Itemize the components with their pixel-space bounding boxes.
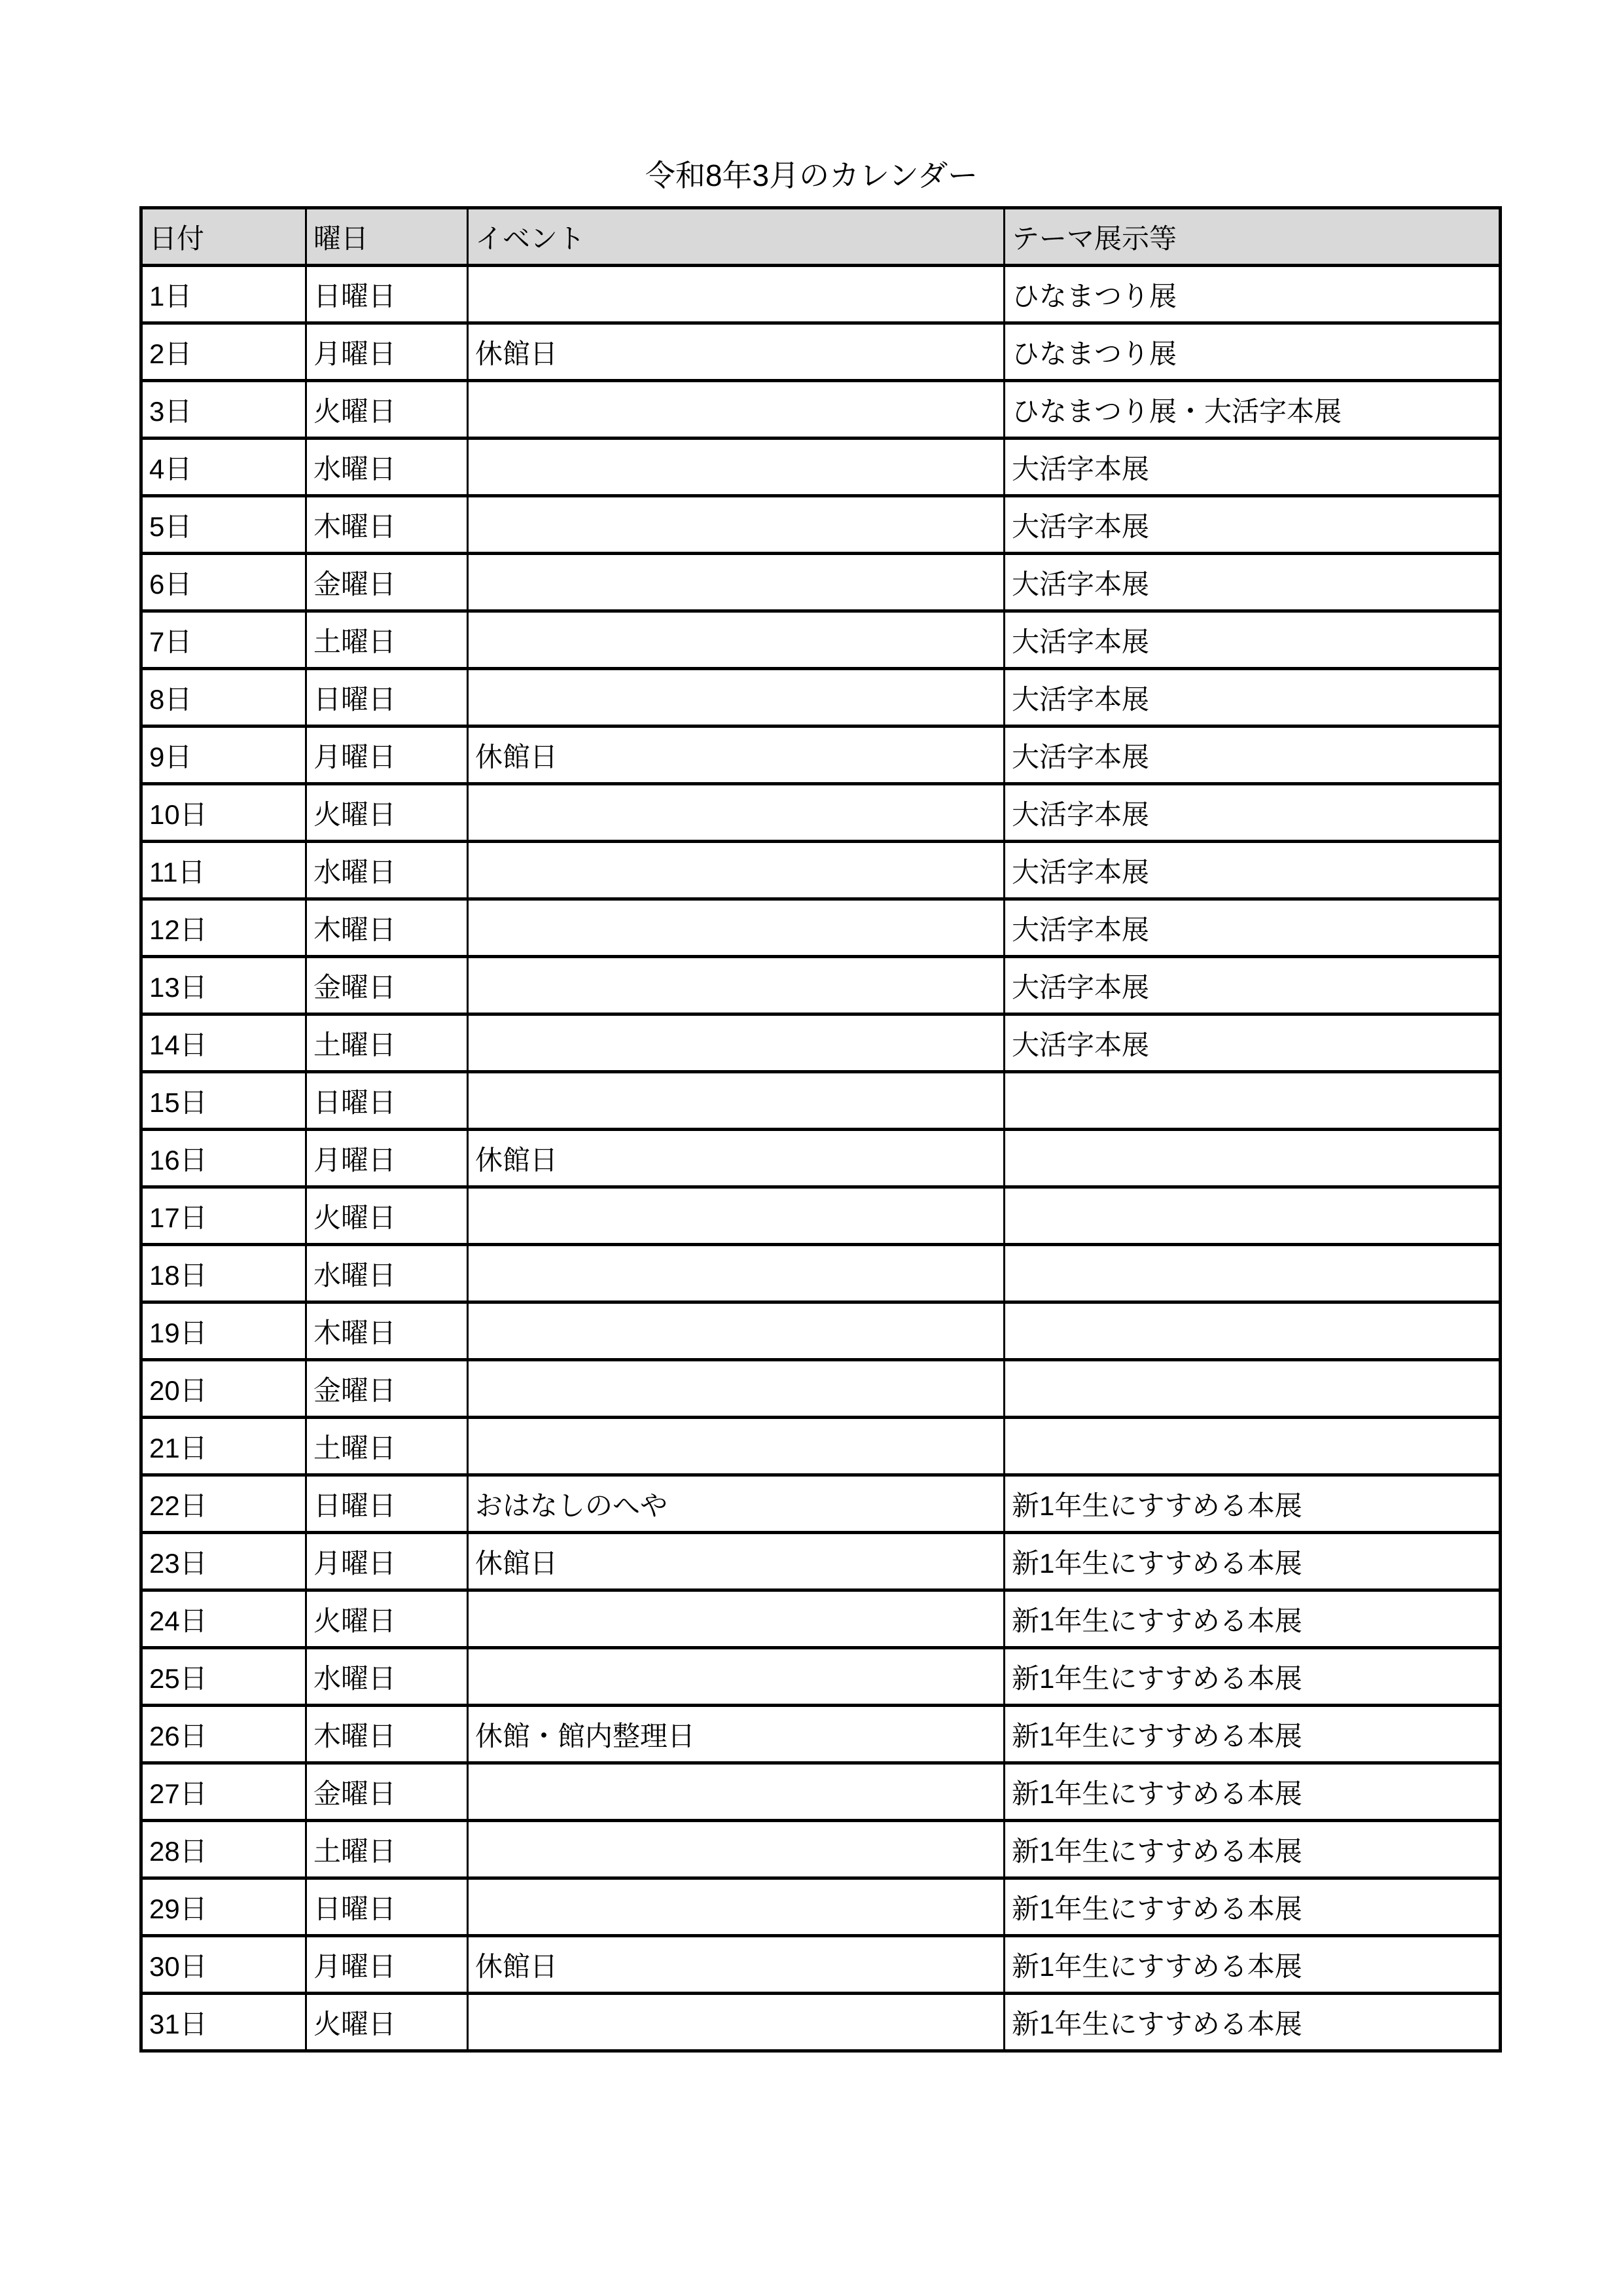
table-row (141, 1763, 1501, 1821)
cell-date: 8日 (141, 669, 306, 726)
cell-event (468, 842, 1005, 899)
cell-date: 29日 (141, 1878, 306, 1936)
table-row (141, 439, 1501, 496)
cell-weekday: 金曜日 (306, 957, 468, 1014)
cell-theme: 新1年生にすすめる本展 (1005, 1994, 1501, 2051)
cell-date: 16日 (141, 1130, 306, 1187)
cell-event (468, 1187, 1005, 1245)
header-row (141, 208, 1501, 266)
cell-date: 18日 (141, 1245, 306, 1302)
table-row (141, 1187, 1501, 1245)
table-row (141, 1418, 1501, 1475)
cell-weekday: 土曜日 (306, 1821, 468, 1878)
cell-weekday: 日曜日 (306, 1475, 468, 1533)
cell-theme: 新1年生にすすめる本展 (1005, 1590, 1501, 1648)
cell-date: 3日 (141, 381, 306, 439)
cell-date: 5日 (141, 496, 306, 554)
cell-theme (1005, 1245, 1501, 1302)
column-header-date: 日付 (141, 208, 306, 266)
cell-event (468, 1994, 1005, 2051)
cell-event (468, 611, 1005, 669)
cell-weekday: 水曜日 (306, 1648, 468, 1706)
cell-date: 14日 (141, 1014, 306, 1072)
table-row (141, 1706, 1501, 1763)
table-row (141, 1245, 1501, 1302)
cell-date: 4日 (141, 439, 306, 496)
cell-weekday: 月曜日 (306, 726, 468, 784)
cell-weekday: 水曜日 (306, 842, 468, 899)
cell-date: 22日 (141, 1475, 306, 1533)
cell-theme: ひなまつり展・大活字本展 (1005, 381, 1501, 439)
table-row (141, 1072, 1501, 1130)
cell-theme (1005, 1072, 1501, 1130)
cell-weekday: 月曜日 (306, 1130, 468, 1187)
cell-date: 10日 (141, 784, 306, 842)
cell-theme (1005, 1418, 1501, 1475)
calendar-table-body (141, 266, 1501, 2051)
table-row (141, 1533, 1501, 1590)
table-row (141, 266, 1501, 323)
cell-date: 1日 (141, 266, 306, 323)
cell-event (468, 1245, 1005, 1302)
cell-event: 休館日 (468, 1130, 1005, 1187)
table-row (141, 554, 1501, 611)
cell-date: 12日 (141, 899, 306, 957)
cell-weekday: 土曜日 (306, 1014, 468, 1072)
cell-weekday: 火曜日 (306, 784, 468, 842)
cell-theme: 新1年生にすすめる本展 (1005, 1936, 1501, 1994)
cell-weekday: 金曜日 (306, 554, 468, 611)
cell-date: 21日 (141, 1418, 306, 1475)
table-row (141, 1014, 1501, 1072)
table-row (141, 784, 1501, 842)
cell-event: おはなしのへや (468, 1475, 1005, 1533)
table-row (141, 381, 1501, 439)
cell-theme (1005, 1360, 1501, 1418)
cell-theme: 大活字本展 (1005, 439, 1501, 496)
cell-theme: 大活字本展 (1005, 611, 1501, 669)
cell-theme: 大活字本展 (1005, 899, 1501, 957)
table-row (141, 1936, 1501, 1994)
cell-theme: 大活字本展 (1005, 726, 1501, 784)
cell-date: 17日 (141, 1187, 306, 1245)
table-row (141, 1475, 1501, 1533)
cell-weekday: 水曜日 (306, 439, 468, 496)
cell-date: 26日 (141, 1706, 306, 1763)
cell-date: 9日 (141, 726, 306, 784)
table-row (141, 611, 1501, 669)
cell-date: 15日 (141, 1072, 306, 1130)
cell-event (468, 1302, 1005, 1360)
cell-weekday: 日曜日 (306, 669, 468, 726)
cell-event (468, 496, 1005, 554)
cell-event (468, 669, 1005, 726)
cell-weekday: 日曜日 (306, 1878, 468, 1936)
cell-event (468, 899, 1005, 957)
cell-theme (1005, 1130, 1501, 1187)
cell-weekday: 土曜日 (306, 1418, 468, 1475)
cell-weekday: 木曜日 (306, 899, 468, 957)
cell-date: 6日 (141, 554, 306, 611)
cell-event (468, 1648, 1005, 1706)
column-header-event: イベント (468, 208, 1005, 266)
table-row (141, 496, 1501, 554)
cell-theme: 新1年生にすすめる本展 (1005, 1878, 1501, 1936)
cell-event (468, 439, 1005, 496)
cell-theme: 大活字本展 (1005, 1014, 1501, 1072)
cell-weekday: 火曜日 (306, 1994, 468, 2051)
cell-event: 休館日 (468, 1533, 1005, 1590)
table-row (141, 1590, 1501, 1648)
cell-date: 2日 (141, 323, 306, 381)
cell-date: 20日 (141, 1360, 306, 1418)
cell-weekday: 月曜日 (306, 1533, 468, 1590)
cell-weekday: 金曜日 (306, 1763, 468, 1821)
cell-weekday: 木曜日 (306, 496, 468, 554)
cell-event (468, 1590, 1005, 1648)
calendar-table (139, 206, 1502, 2053)
cell-event (468, 957, 1005, 1014)
cell-event (468, 554, 1005, 611)
table-row (141, 899, 1501, 957)
cell-weekday: 火曜日 (306, 1590, 468, 1648)
cell-weekday: 月曜日 (306, 323, 468, 381)
cell-weekday: 火曜日 (306, 1187, 468, 1245)
cell-date: 23日 (141, 1533, 306, 1590)
cell-event (468, 1878, 1005, 1936)
cell-weekday: 木曜日 (306, 1302, 468, 1360)
cell-event (468, 1763, 1005, 1821)
cell-theme: ひなまつり展 (1005, 266, 1501, 323)
cell-event (468, 1360, 1005, 1418)
cell-theme: 大活字本展 (1005, 842, 1501, 899)
cell-event: 休館日 (468, 726, 1005, 784)
table-row (141, 1878, 1501, 1936)
cell-event (468, 784, 1005, 842)
cell-date: 27日 (141, 1763, 306, 1821)
cell-date: 7日 (141, 611, 306, 669)
column-header-weekday: 曜日 (306, 208, 468, 266)
cell-theme: 新1年生にすすめる本展 (1005, 1648, 1501, 1706)
cell-date: 11日 (141, 842, 306, 899)
cell-date: 28日 (141, 1821, 306, 1878)
cell-event (468, 1014, 1005, 1072)
table-row (141, 726, 1501, 784)
cell-event (468, 1072, 1005, 1130)
table-row (141, 957, 1501, 1014)
cell-weekday: 土曜日 (306, 611, 468, 669)
column-header-theme: テーマ展示等 (1005, 208, 1501, 266)
table-row (141, 842, 1501, 899)
cell-event (468, 1418, 1005, 1475)
cell-theme: 新1年生にすすめる本展 (1005, 1763, 1501, 1821)
cell-date: 19日 (141, 1302, 306, 1360)
cell-weekday: 日曜日 (306, 1072, 468, 1130)
cell-date: 30日 (141, 1936, 306, 1994)
cell-theme: 新1年生にすすめる本展 (1005, 1533, 1501, 1590)
cell-date: 13日 (141, 957, 306, 1014)
table-row (141, 323, 1501, 381)
table-row (141, 1648, 1501, 1706)
cell-theme: 大活字本展 (1005, 957, 1501, 1014)
cell-event (468, 1821, 1005, 1878)
cell-theme (1005, 1302, 1501, 1360)
cell-theme: 新1年生にすすめる本展 (1005, 1475, 1501, 1533)
cell-event (468, 381, 1005, 439)
cell-theme: 大活字本展 (1005, 669, 1501, 726)
cell-weekday: 金曜日 (306, 1360, 468, 1418)
cell-theme (1005, 1187, 1501, 1245)
cell-weekday: 日曜日 (306, 266, 468, 323)
page-title: 令和8年3月のカレンダー (645, 158, 978, 192)
cell-weekday: 木曜日 (306, 1706, 468, 1763)
cell-theme: 大活字本展 (1005, 554, 1501, 611)
cell-theme: 新1年生にすすめる本展 (1005, 1706, 1501, 1763)
table-row (141, 1360, 1501, 1418)
table-row (141, 1130, 1501, 1187)
table-row (141, 1994, 1501, 2051)
cell-date: 24日 (141, 1590, 306, 1648)
cell-date: 31日 (141, 1994, 306, 2051)
cell-event: 休館日 (468, 323, 1005, 381)
cell-event: 休館日 (468, 1936, 1005, 1994)
cell-weekday: 月曜日 (306, 1936, 468, 1994)
calendar-table-header (141, 208, 1501, 266)
table-row (141, 1302, 1501, 1360)
cell-event (468, 266, 1005, 323)
table-row (141, 1821, 1501, 1878)
cell-date: 25日 (141, 1648, 306, 1706)
cell-theme: 新1年生にすすめる本展 (1005, 1821, 1501, 1878)
table-row (141, 669, 1501, 726)
cell-weekday: 火曜日 (306, 381, 468, 439)
cell-theme: ひなまつり展 (1005, 323, 1501, 381)
cell-weekday: 水曜日 (306, 1245, 468, 1302)
cell-theme: 大活字本展 (1005, 496, 1501, 554)
cell-theme: 大活字本展 (1005, 784, 1501, 842)
cell-event: 休館・館内整理日 (468, 1706, 1005, 1763)
